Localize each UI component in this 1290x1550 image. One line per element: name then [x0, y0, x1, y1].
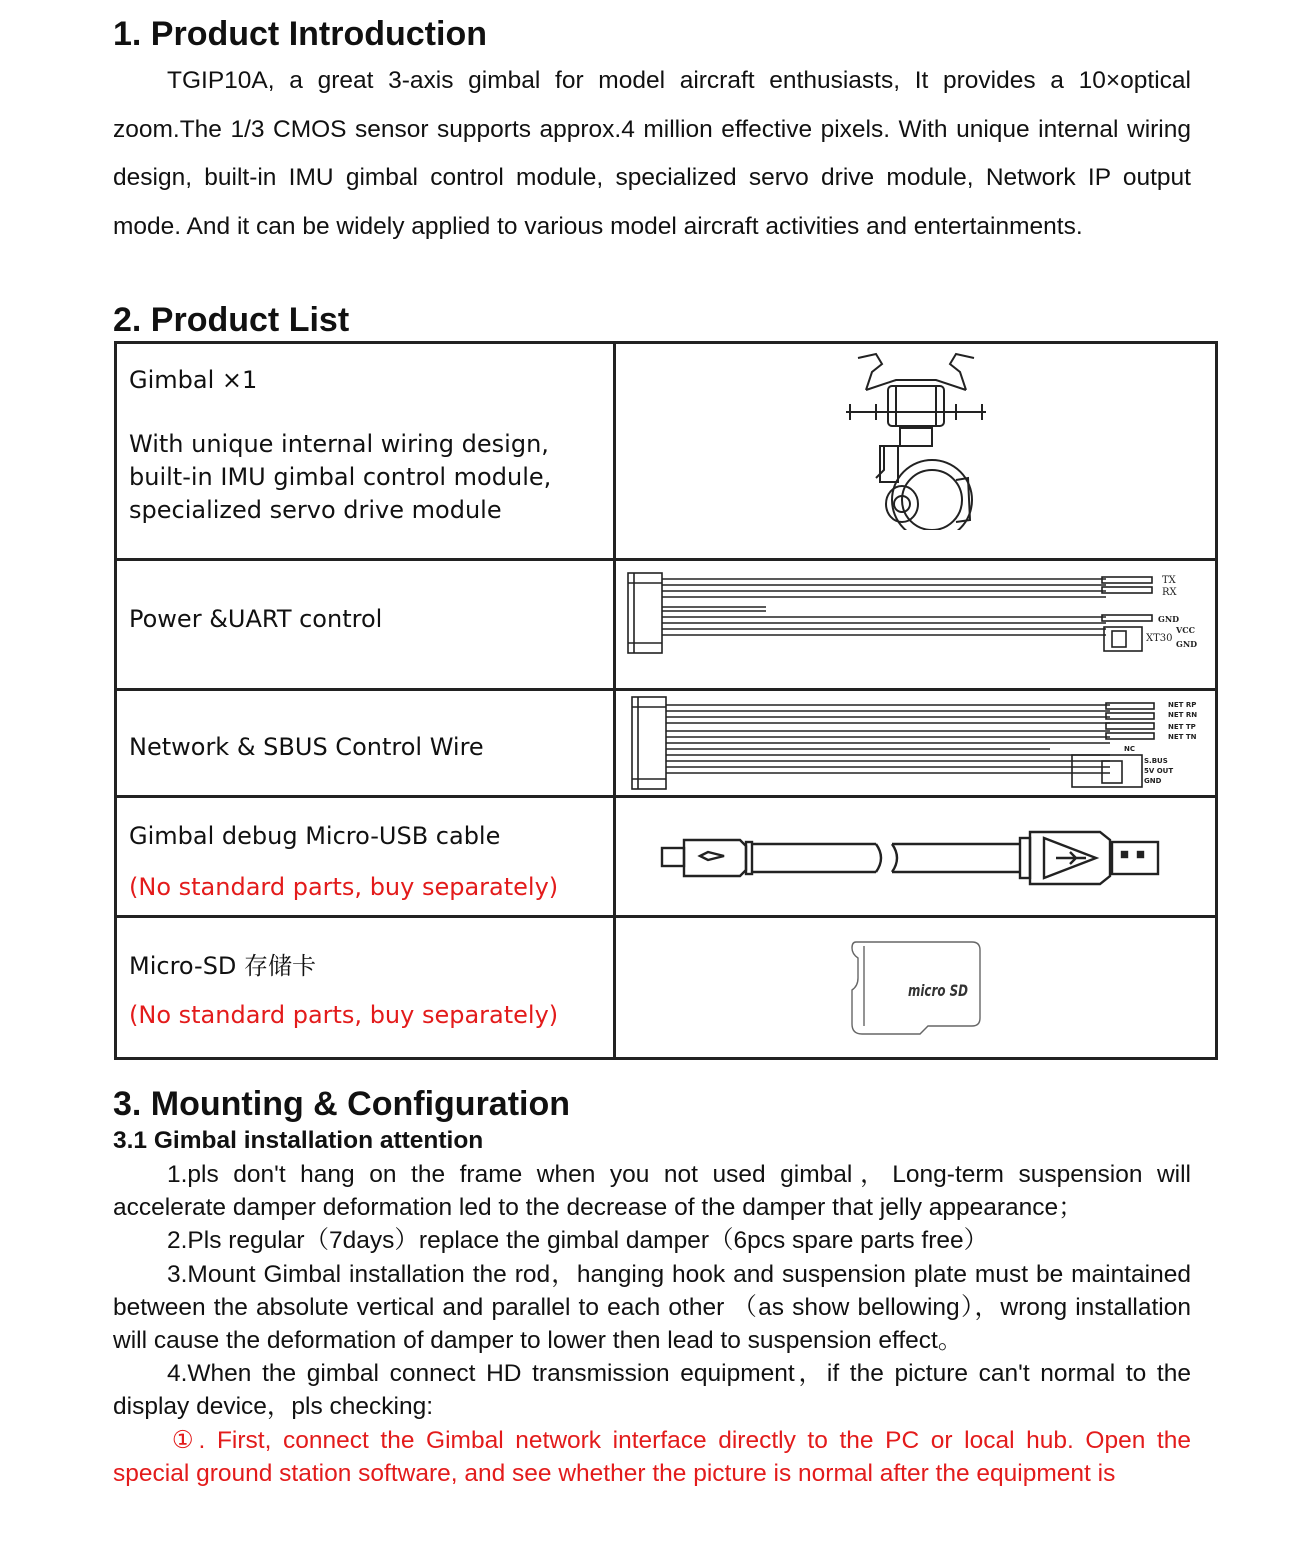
- table-row: [116, 690, 1217, 797]
- wire-label-net-rp: NET RP: [1168, 701, 1197, 709]
- micro-usb-cable-illustration: [660, 826, 1170, 890]
- product-name: Network & SBUS Control Wire: [129, 733, 484, 761]
- wire-label-net-rn: NET RN: [1168, 711, 1198, 719]
- note-item: 1.pls don't hang on the frame when you not used gimbal，Long-term suspension will accelerate damper deformation led to the decrease of the damper that jelly appearance；: [113, 1161, 1191, 1222]
- wire-label-vcc: VCC: [1176, 625, 1195, 635]
- wire-label-gnd: GND: [1144, 777, 1162, 785]
- product-image-cell: [615, 797, 1217, 917]
- network-sbus-cable-illustration: [630, 695, 1220, 795]
- product-text-cell: [116, 560, 615, 690]
- wire-label-net-tp: NET TP: [1168, 723, 1196, 731]
- micro-sd-card-illustration: [848, 938, 984, 1038]
- product-image-cell: [615, 560, 1217, 690]
- product-note: (No standard parts, buy separately): [129, 873, 559, 901]
- wire-label-sbus: S.BUS: [1144, 757, 1168, 765]
- installation-notes: [113, 1158, 1191, 1490]
- product-list-table: [114, 341, 1218, 1060]
- wire-label-5v-out: 5V OUT: [1144, 767, 1174, 775]
- product-name: Power &UART control: [129, 605, 383, 633]
- product-name: Gimbal debug Micro-USB cable: [129, 822, 501, 850]
- product-description: With unique internal wiring design, built-in IMU gimbal control module, specialized servo drive module: [129, 430, 552, 524]
- wire-label-net-tn: NET TN: [1168, 733, 1197, 741]
- subsection-title-installation: 3.1 Gimbal installation attention: [113, 1127, 484, 1154]
- connector-label-xt30: XT30: [1146, 633, 1173, 644]
- table-row: [116, 797, 1217, 917]
- table-row: [116, 343, 1217, 560]
- product-note: (No standard parts, buy separately): [129, 1001, 559, 1029]
- introduction-paragraph: TGIP10A, a great 3-axis gimbal for model aircraft enthusiasts, It provides a 10×optical zoom.The 1/3 CMOS sensor supports approx.4 million effective pixels. With unique internal wiring design, built-in IMU gimbal control module, specialized servo drive module, Network IP output mode. And it can be widely applied to various model aircraft activities and entertainments.: [113, 67, 1191, 240]
- table-row: [116, 560, 1217, 690]
- wire-label-gnd: GND: [1158, 614, 1180, 624]
- product-image-cell: [615, 343, 1217, 560]
- product-image-cell: [615, 690, 1217, 797]
- product-text-cell: [116, 343, 615, 560]
- note-item-highlight: ①. First, connect the Gimbal network interface directly to the PC or local hub. Open the special ground station software, and see whether the picture is normal after the equipment is: [113, 1426, 1191, 1487]
- table-row: [116, 917, 1217, 1059]
- product-text-cell: [116, 917, 615, 1059]
- wire-label-nc: NC: [1124, 745, 1135, 753]
- product-image-cell: [615, 917, 1217, 1059]
- product-text-cell: [116, 690, 615, 797]
- note-item: 3.Mount Gimbal installation the rod，hanging hook and suspension plate must be maintained between the absolute vertical and parallel to each other （as show bellowing），wrong installation will cause the deformation of damper to lower then lead to suspension effect。: [113, 1260, 1191, 1355]
- note-item: 4.When the gimbal connect HD transmission equipment，if the picture can't normal to the display device，pls checking:: [113, 1360, 1191, 1421]
- gimbal-illustration: [836, 350, 996, 530]
- note-item: 2.Pls regular（7days）replace the gimbal damper（6pcs spare parts free）: [167, 1227, 989, 1255]
- section-title-product-list: 2. Product List: [113, 301, 350, 339]
- section-title-introduction: 1. Product Introduction: [113, 15, 487, 53]
- power-uart-cable-illustration: [626, 571, 1216, 681]
- product-text-cell: [116, 797, 615, 917]
- section-title-mounting: 3. Mounting & Configuration: [113, 1085, 571, 1123]
- micro-sd-logo: micro SD: [908, 981, 968, 1000]
- wire-label-gnd2: GND: [1176, 639, 1198, 649]
- wire-label-rx: RX: [1162, 587, 1177, 598]
- product-name: Micro-SD 存储卡: [129, 952, 317, 980]
- wire-label-tx: TX: [1162, 575, 1176, 586]
- product-name: Gimbal ×1: [129, 366, 258, 394]
